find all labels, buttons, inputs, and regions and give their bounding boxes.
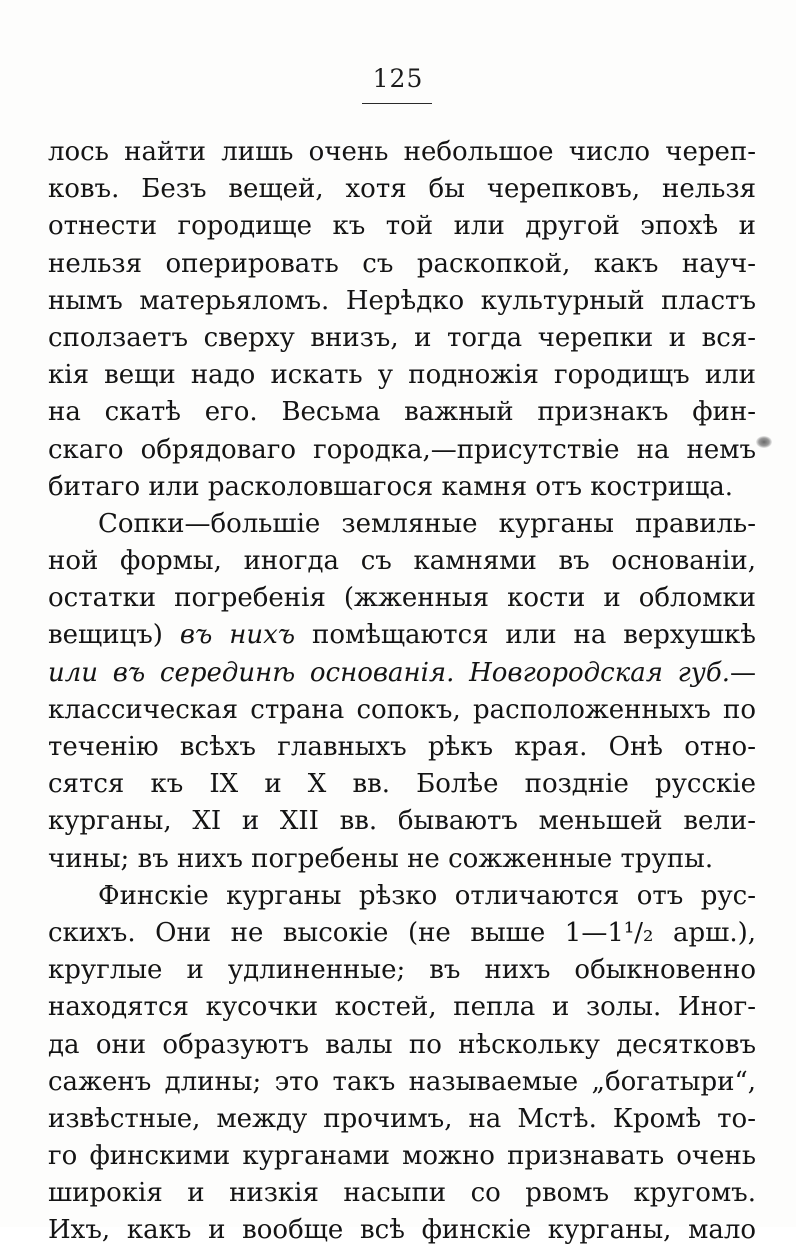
header-rule bbox=[362, 103, 432, 104]
text-line: нымъ матерьяломъ. Нерѣдко культурный пластъ bbox=[48, 285, 756, 316]
text-line: да они образуютъ валы по нѣскольку десятковъ bbox=[48, 1029, 756, 1060]
text-line: чины; въ нихъ погребены не сожженные трупы. bbox=[48, 843, 714, 874]
text-line: классическая страна сопокъ, расположенныхъ по bbox=[48, 694, 756, 725]
text-line: нельзя оперировать съ раскопкой, какъ науч- bbox=[48, 248, 756, 279]
text-line: скаго обрядоваго городка,—присутствіе на немъ bbox=[48, 434, 756, 465]
italic-fragment: или въ серединѣ основанія. Новгородская губ. bbox=[48, 657, 730, 688]
text-line: круглые и удлиненные; въ нихъ обыкновенно bbox=[48, 955, 756, 986]
text-fragment: помѣщаются или на верхушкѣ bbox=[295, 620, 756, 651]
text-line: лось найти лишь очень небольшое число череп- bbox=[48, 137, 756, 167]
text-line: сятся къ IX и X вв. Болѣе поздніе русскіе bbox=[48, 769, 756, 800]
text-fragment: вещицъ) bbox=[48, 620, 180, 651]
text-line: отнести городище къ той или другой эпохѣ и bbox=[48, 211, 756, 242]
text-fragment: — bbox=[730, 657, 756, 688]
text-line: сползаетъ сверху внизъ, и тогда черепки и вся- bbox=[48, 322, 756, 353]
text-line: ковъ. Безъ вещей, хотя бы черепковъ, нельзя bbox=[48, 174, 756, 205]
italic-fragment: въ нихъ bbox=[179, 620, 296, 651]
body-text bbox=[48, 134, 756, 1250]
text-line: битаго или расколовшагося камня отъ кострища. bbox=[48, 471, 734, 502]
text-line: саженъ длины; это такъ называемые „богатыри“, bbox=[48, 1066, 756, 1097]
text-line: кія вещи надо искать у подножія городищъ или bbox=[48, 360, 756, 391]
text-line: го финскими курганами можно признавать очень bbox=[48, 1141, 756, 1172]
text-line: скихъ. Они не высокіе (не выше 1—1¹/₂ арш.), bbox=[48, 917, 756, 948]
text-line-mixed bbox=[48, 655, 756, 692]
text-line: теченію всѣхъ главныхъ рѣкъ края. Онѣ отно- bbox=[48, 732, 756, 762]
text-line: широкія и низкія насыпи со рвомъ кругомъ. bbox=[48, 1178, 756, 1209]
text-line: Сопки—большіе земляные курганы правиль- bbox=[98, 508, 756, 539]
text-line: курганы, XI и XII вв. бываютъ меньшей вели- bbox=[48, 806, 756, 837]
text-line: остатки погребенія (жженныя кости и обломки bbox=[48, 583, 756, 614]
page-number: 125 bbox=[372, 64, 424, 93]
text-line: находятся кусочки костей, пепла и золы. Иног- bbox=[48, 992, 756, 1023]
text-line-mixed bbox=[48, 617, 756, 654]
text-line: Финскіе курганы рѣзко отличаются отъ рус- bbox=[98, 880, 756, 911]
text-line: ной формы, иногда съ камнями въ основаніи, bbox=[48, 546, 756, 577]
text-line: на скатѣ его. Весьма важный признакъ фин- bbox=[48, 397, 756, 428]
ink-smudge bbox=[756, 436, 772, 448]
text-line: Ихъ, какъ и вообще всѣ финскіе курганы, мало bbox=[48, 1215, 756, 1246]
text-line: извѣстные, между прочимъ, на Мстѣ. Кромѣ то- bbox=[48, 1103, 756, 1134]
